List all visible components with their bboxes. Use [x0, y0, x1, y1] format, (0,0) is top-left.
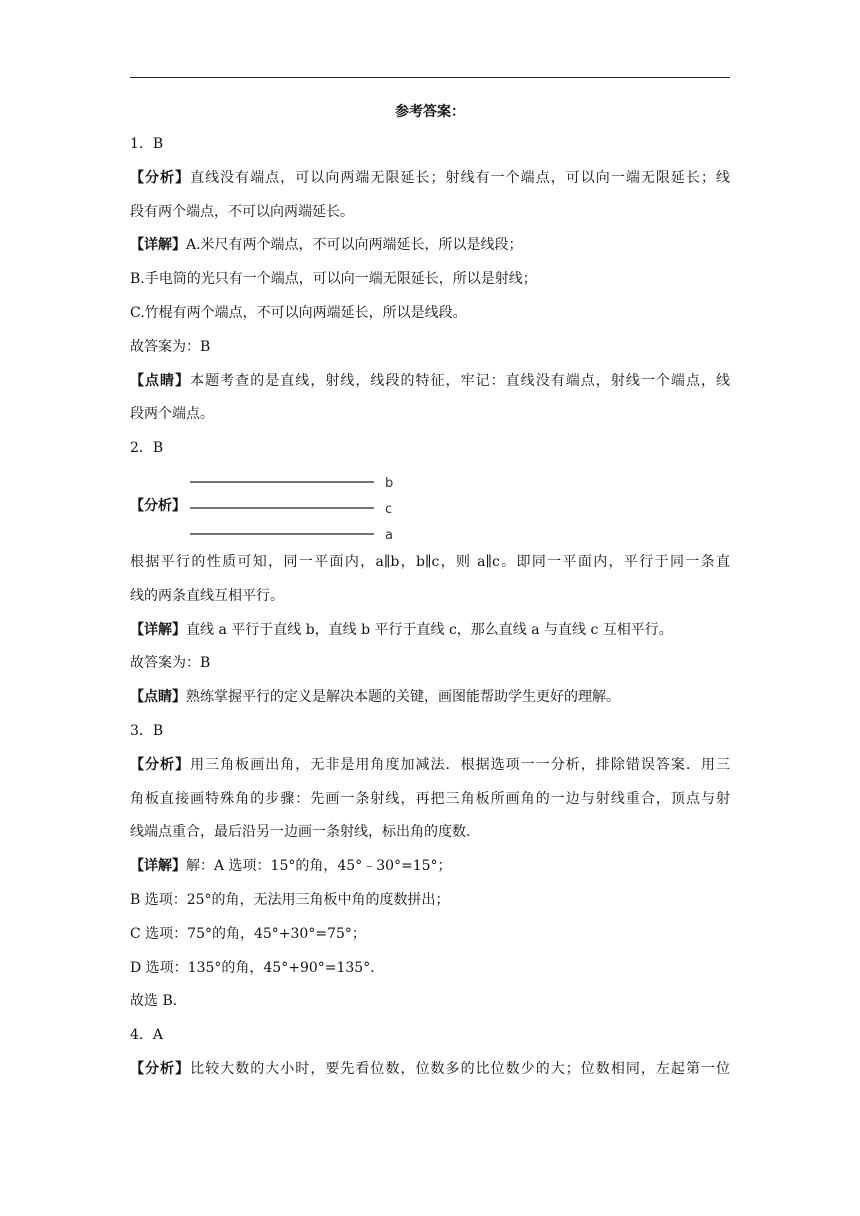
detail-text: A.米尺有两个端点，不可以向两端延长，所以是线段；	[186, 237, 523, 254]
q3-answer: 故选 B．	[130, 993, 187, 1010]
label-c: c	[385, 501, 393, 517]
analysis-tag: 【分析】	[130, 497, 186, 514]
page-title: 参考答案：	[395, 104, 465, 120]
q1-comment-line2: 段两个端点。	[130, 406, 214, 423]
q1-answer: 故答案为：B	[130, 338, 211, 355]
parallel-lines-figure	[190, 466, 400, 546]
q1-analysis-line1	[130, 162, 730, 196]
q3-analysis-line2: 角板直接画特殊角的步骤：先画一条射线，再把三角板所画角的一边与射线重合，顶点与射	[130, 790, 730, 807]
analysis-text: 直线没有端点，可以向两端无限延长；射线有一个端点，可以向一端无限延长；线	[190, 169, 730, 186]
q2-analysis-line1: 根据平行的性质可知，同一平面内，a∥b，b∥c，则 a∥c。即同一平面内，平行于同一条直	[130, 553, 730, 570]
detail-tag: 【详解】	[130, 858, 186, 875]
q2-analysis-figure-row	[130, 466, 730, 546]
label-a: a	[385, 527, 393, 543]
analysis-tag: 【分析】	[130, 1060, 191, 1077]
q3-detail-line1	[130, 850, 730, 884]
comment-tag: 【点睛】	[130, 689, 186, 706]
answer-content	[130, 96, 730, 1087]
q1-comment-line1	[130, 365, 730, 399]
analysis-text: 比较大数的大小时，要先看位数，位数多的比位数少的大；位数相同，左起第一位	[190, 1060, 730, 1077]
q1-detail-line1	[130, 229, 730, 263]
comment-text: 熟练掌握平行的定义是解决本题的关键，画图能帮助学生更好的理解。	[186, 689, 620, 706]
q3-detail-line2: B 选项：25°的角，无法用三角板中角的度数拼出；	[130, 891, 450, 908]
q1-analysis-line2: 段有两个端点，不可以向两端延长。	[130, 203, 354, 220]
q2-analysis-line2: 线的两条直线互相平行。	[130, 587, 284, 604]
q4-analysis-line1	[130, 1053, 730, 1087]
q2-answer: 故答案为：B	[130, 655, 211, 672]
comment-text: 本题考查的是直线，射线，线段的特征，牢记：直线没有端点，射线一个端点，线	[190, 372, 730, 389]
q2-number: 2．B	[130, 440, 164, 457]
q1-number: 1．B	[130, 136, 164, 152]
q3-analysis-line3: 线端点重合，最后沿另一边画一条射线，标出角的度数．	[130, 824, 480, 841]
detail-text: 解：A 选项：15°的角，45°﹣30°=15°；	[186, 858, 452, 875]
analysis-text: 用三角板画出角，无非是用角度加减法．根据选项一一分析，排除错误答案．用三	[190, 756, 730, 773]
q4-number: 4．A	[130, 1027, 164, 1044]
detail-text: 直线 a 平行于直线 b，直线 b 平行于直线 c，那么直线 a 与直线 c 互相平行。	[186, 621, 673, 638]
q3-number: 3．B	[130, 722, 164, 739]
q3-detail-line3: C 选项：75°的角，45°+30°=75°；	[130, 925, 366, 942]
analysis-tag: 【分析】	[130, 756, 191, 773]
header-rule	[130, 77, 730, 78]
analysis-tag: 【分析】	[130, 169, 191, 186]
detail-tag: 【详解】	[130, 237, 186, 254]
q1-detail-line2: B.手电筒的光只有一个端点，可以向一端无限延长，所以是射线；	[130, 271, 537, 288]
q1-detail-line3: C.竹棍有两个端点，不可以向两端延长，所以是线段。	[130, 304, 467, 321]
label-b: b	[385, 475, 394, 491]
q3-analysis-line1	[130, 749, 730, 783]
q2-comment-line1	[130, 681, 730, 715]
comment-tag: 【点睛】	[130, 372, 191, 389]
detail-tag: 【详解】	[130, 621, 186, 638]
q3-detail-line4: D 选项：135°的角，45°+90°=135°．	[130, 959, 385, 976]
q2-detail-line1	[130, 614, 730, 648]
